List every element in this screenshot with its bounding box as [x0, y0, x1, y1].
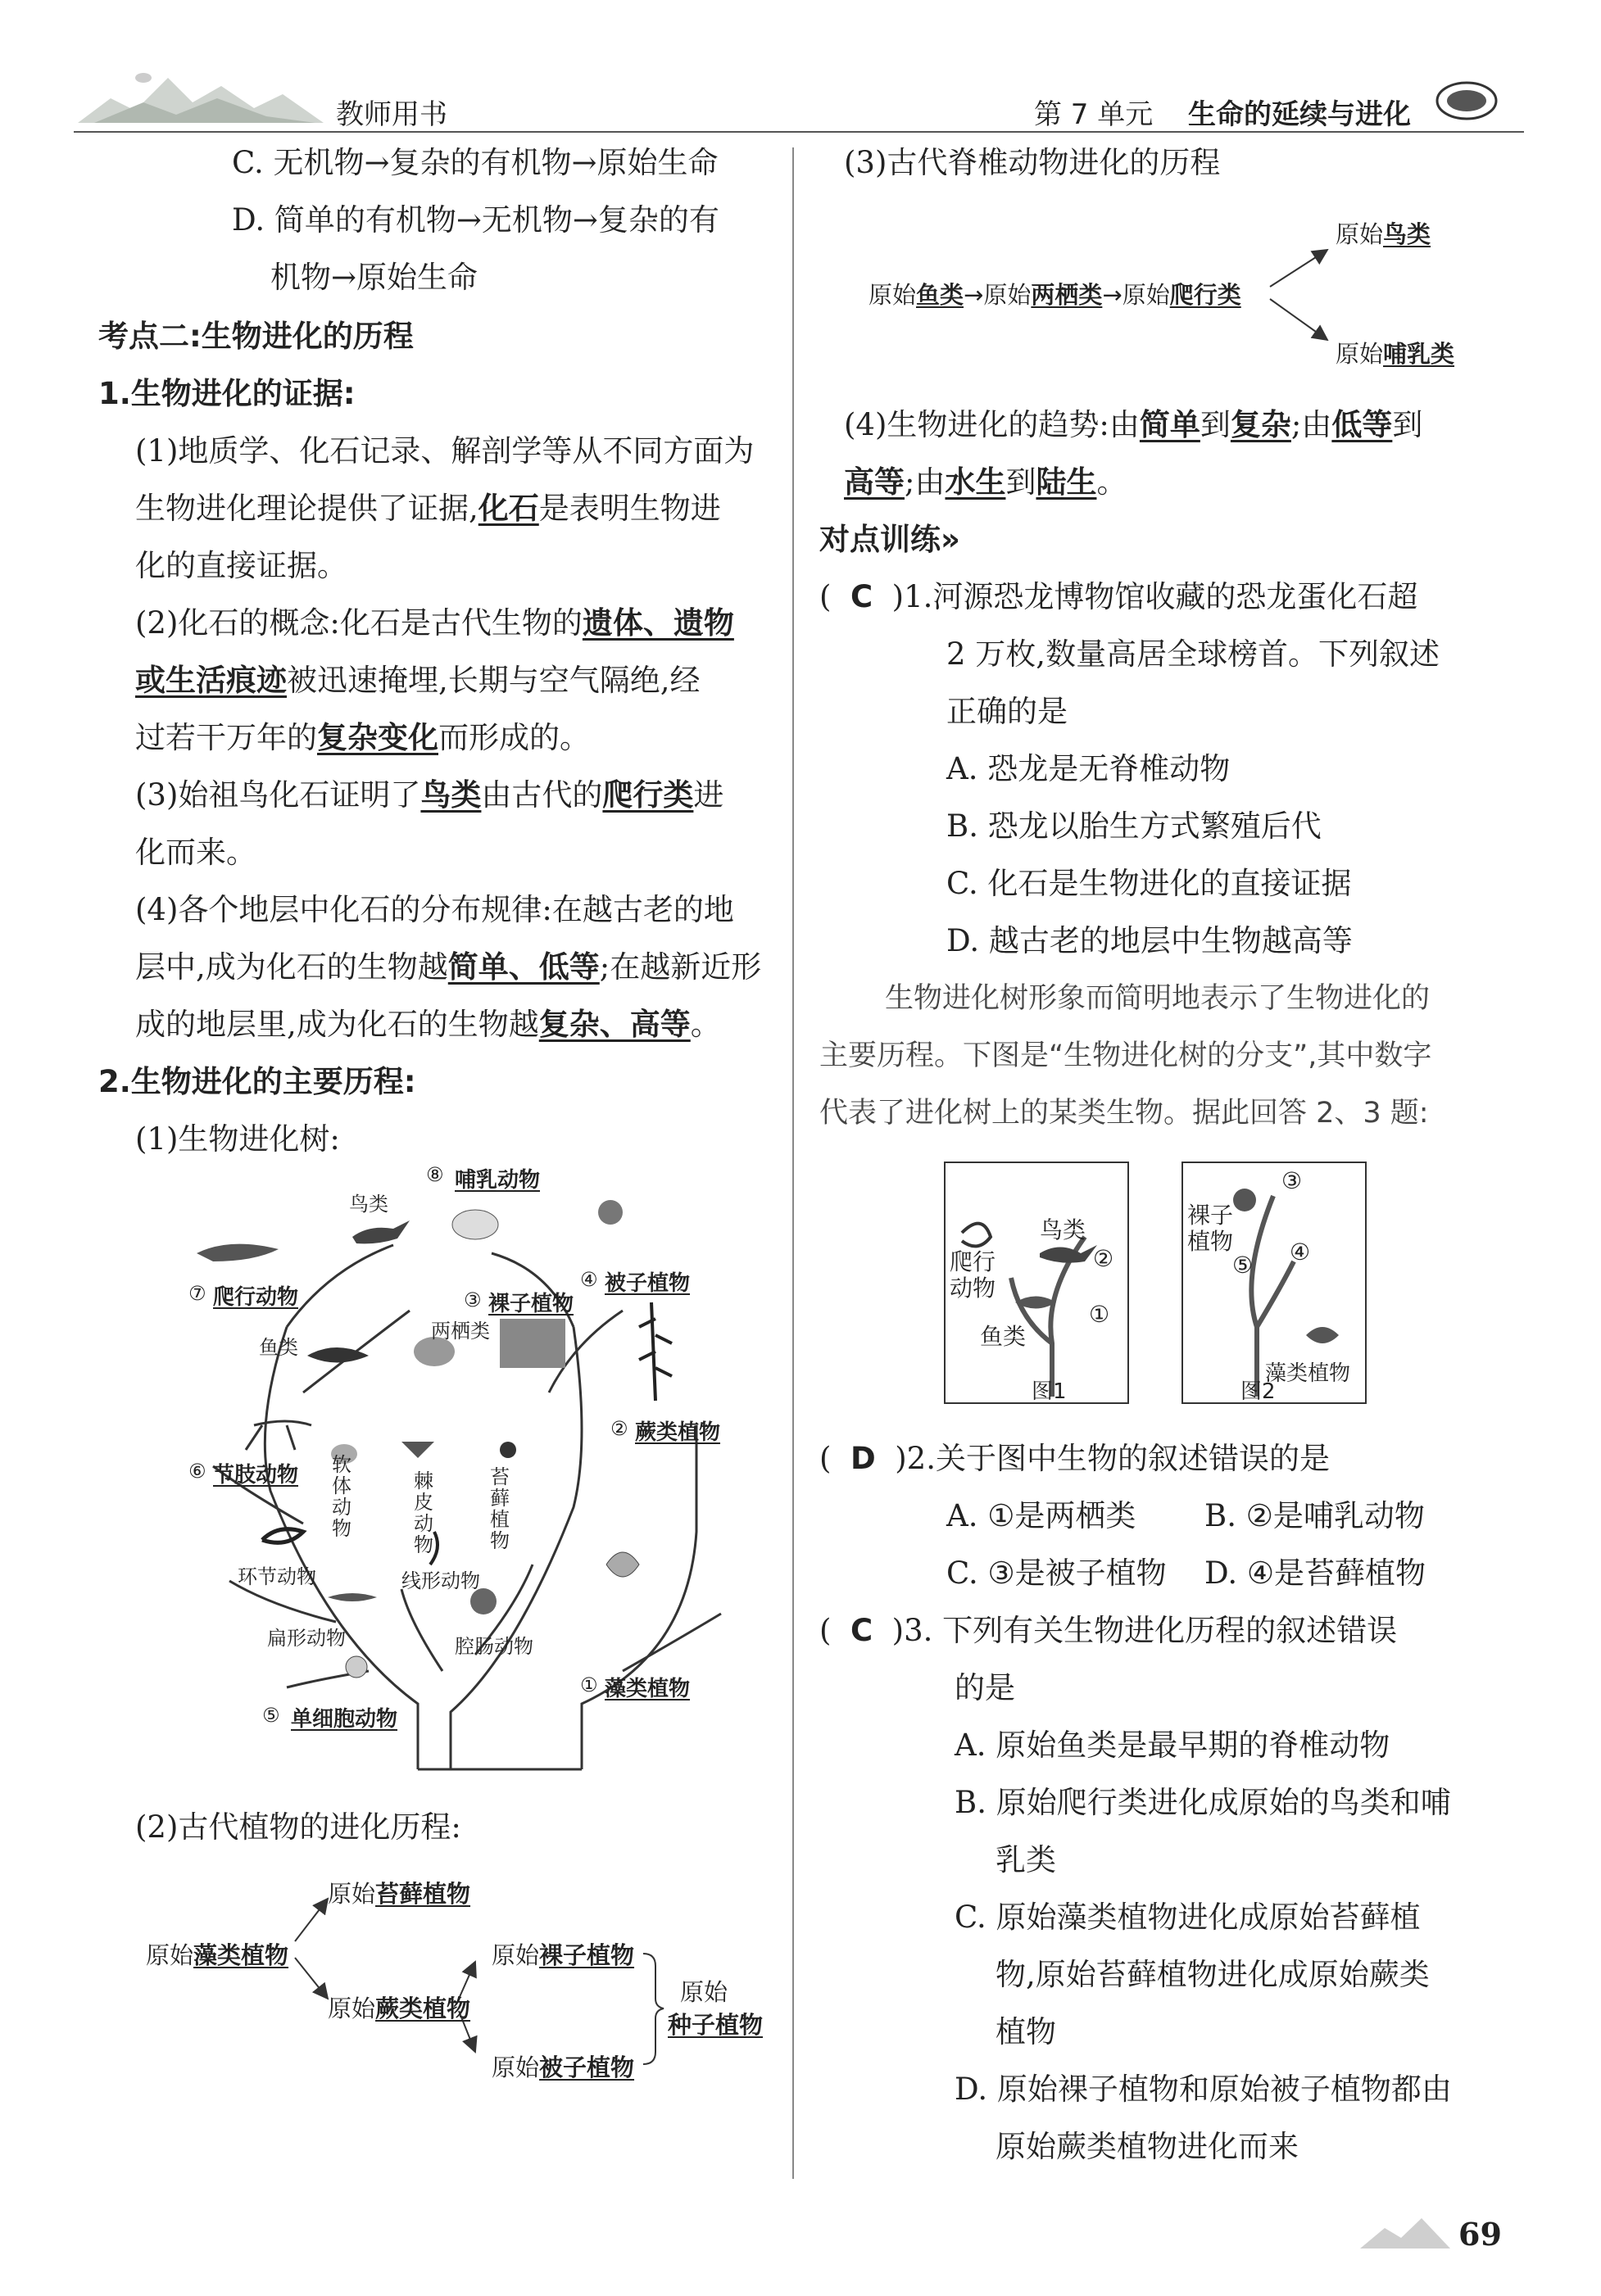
option-c: C. 无机物→复杂的有机物→原始生命	[232, 145, 719, 180]
tree-caption: (1)生物进化树:	[135, 1121, 340, 1157]
flow-gymno: 原始裸子植物	[492, 1941, 635, 1969]
p4-line1: (4)各个地层中化石的分布规律:在越古老的地	[135, 892, 734, 927]
intro-line2: 主要历程。下图是“生物进化树的分支”,其中数字	[819, 1039, 1432, 1072]
gymnosperm-photo	[500, 1319, 565, 1368]
flow-fern: 原始蕨类植物	[328, 1995, 471, 2022]
fig1-fish: 鱼类	[980, 1323, 1027, 1350]
lizard-icon	[197, 1244, 279, 1261]
plant-caption: (2)古代植物的进化历程:	[135, 1809, 461, 1845]
q1-option-b: B. 恐龙以胎生方式繁殖后代	[946, 808, 1322, 844]
worm-icon	[262, 1529, 303, 1543]
book-label: 教师用书	[336, 98, 447, 131]
p2-line2: 或生活痕迹被迅速掩埋,长期与空气隔绝,经	[135, 663, 701, 698]
plant-flow-diagram	[139, 1868, 778, 2081]
flatworm-icon	[328, 1593, 377, 1601]
label-gymno: 裸子植物	[488, 1292, 574, 1316]
label-nematode: 线形动物	[401, 1569, 480, 1592]
column-divider	[792, 147, 794, 2179]
num-arthropod: ⑥	[188, 1460, 206, 1483]
fig1-reptile: 爬行 动物	[950, 1248, 996, 1302]
section1-title: 1.生物进化的证据:	[98, 376, 356, 411]
flow-algae: 原始藻类植物	[146, 1941, 289, 1969]
trend-line1: (4)生物进化的趋势:由简单到复杂;由低等到	[844, 407, 1423, 442]
vertebrate-chain: 原始鱼类→原始两栖类→原始爬行类	[869, 281, 1241, 309]
label-fern: 蕨类植物	[635, 1420, 721, 1445]
p1-line1: (1)地质学、化石记录、解剖学等从不同方面为	[135, 433, 755, 469]
fig1-num2: ②	[1093, 1245, 1114, 1272]
p3-line1: (3)始祖鸟化石证明了鸟类由古代的爬行类进	[135, 777, 724, 813]
p1-line3: 化的直接证据。	[135, 548, 347, 583]
q2-line1: ( D )2.关于图中生物的叙述错误的是	[819, 1441, 1330, 1476]
figure-1	[944, 1162, 1129, 1404]
flow-seed: 种子植物	[668, 2011, 764, 2039]
q2-answer: D	[850, 1441, 876, 1476]
page-number: 69	[1458, 2216, 1502, 2253]
mountain-decoration	[78, 57, 324, 127]
fig2-num4: ④	[1290, 1239, 1311, 1266]
trend-line2: 高等;由水生到陆生。	[844, 464, 1127, 500]
q2-option-a: A. ①是两栖类	[946, 1498, 1136, 1533]
vertebrate-caption: (3)古代脊椎动物进化的历程	[844, 145, 1221, 180]
p2-line3: 过若干万年的复杂变化而形成的。	[135, 720, 590, 755]
label-flatworm: 扁形动物	[267, 1627, 346, 1650]
q1-line2: 2 万枚,数量高居全球榜首。下列叙述	[946, 636, 1440, 672]
q3-option-c-2: 物,原始苔藓植物进化成原始蕨类	[996, 1957, 1430, 1992]
label-angio: 被子植物	[605, 1271, 691, 1296]
p3-line2: 化而来。	[135, 835, 256, 870]
p2-line1: (2)化石的概念:化石是古代生物的遗体、遗物	[135, 605, 734, 641]
label-protist: 单细胞动物	[291, 1707, 398, 1732]
chain-mammal: 原始哺乳类	[1336, 340, 1455, 368]
flow-moss: 原始苔藓植物	[328, 1880, 471, 1908]
blank-complex: 复杂、高等	[538, 1007, 691, 1042]
fig2-algae: 藻类植物	[1265, 1361, 1351, 1386]
num-gymno: ③	[464, 1288, 482, 1311]
blank-change: 复杂变化	[317, 720, 438, 755]
q3-answer: C	[850, 1613, 873, 1648]
footer-mountain-decoration	[1360, 2212, 1450, 2253]
option-d-line1: D. 简单的有机物→无机物→复杂的有	[232, 202, 719, 238]
p4-line2: 层中,成为化石的生物越简单、低等;在越新近形	[135, 949, 762, 985]
p1-line2: 生物进化理论提供了证据,化石是表明生物进	[135, 491, 721, 526]
fig1-num1: ①	[1089, 1301, 1110, 1328]
unit-label: 第 7 单元	[1034, 98, 1154, 131]
label-fish: 鱼类	[259, 1336, 298, 1359]
q1-option-d: D. 越古老的地层中生物越高等	[946, 923, 1353, 958]
option-d-line2: 机物→原始生命	[270, 260, 478, 295]
algae-icon	[1306, 1327, 1339, 1343]
fig1-caption: 图1	[1032, 1379, 1067, 1404]
num-protist: ⑤	[262, 1704, 280, 1727]
blank-reptiles: 爬行类	[602, 777, 694, 813]
num-angio: ④	[580, 1268, 598, 1291]
label-amphibian: 两栖类	[431, 1320, 490, 1343]
blank-fossil: 化石	[478, 491, 539, 526]
rabbit-icon	[452, 1210, 498, 1239]
logo-icon	[1434, 78, 1499, 123]
label-bird: 鸟类	[349, 1193, 388, 1216]
blank-traces: 或生活痕迹	[135, 663, 287, 698]
unit-title: 生命的延续与进化	[1188, 98, 1411, 131]
starfish-icon	[401, 1425, 434, 1458]
label-annelid: 环节动物	[238, 1565, 316, 1588]
chain-bird: 原始鸟类	[1336, 220, 1431, 248]
q1-option-a: A. 恐龙是无脊椎动物	[946, 751, 1231, 786]
fig1-bird: 鸟类	[1040, 1216, 1086, 1243]
label-cnidarian: 腔肠动物	[455, 1635, 533, 1658]
bird-icon	[1040, 1245, 1097, 1263]
training-heading: 对点训练»	[819, 522, 960, 557]
page-header	[0, 0, 1601, 143]
q3-option-b-2: 乳类	[996, 1842, 1056, 1877]
fig2-gymno: 裸子 植物	[1187, 1202, 1234, 1255]
blank-birds: 鸟类	[420, 777, 482, 813]
label-arthropod: 节肢动物	[213, 1463, 299, 1488]
q3-line1: ( C )3. 下列有关生物进化历程的叙述错误	[819, 1613, 1398, 1648]
fig2-num5: ⑤	[1232, 1252, 1254, 1279]
intro-line1: 生物进化树形象而简明地表示了生物进化的	[885, 982, 1431, 1015]
label-moss: 苔藓植物	[490, 1465, 510, 1552]
fig2-num3: ③	[1281, 1167, 1303, 1194]
insect-icon	[246, 1421, 311, 1450]
q3-option-c-1: C. 原始藻类植物进化成原始苔藓植	[955, 1900, 1421, 1935]
double-chevron-icon: »	[941, 522, 960, 557]
evolution-tree-figure	[164, 1163, 770, 1786]
q3-option-d-1: D. 原始裸子植物和原始被子植物都由	[955, 2072, 1452, 2107]
q3-option-d-2: 原始蕨类植物进化而来	[996, 2129, 1299, 2164]
flow-angio: 原始被子植物	[492, 2054, 635, 2081]
p4-line3: 成的地层里,成为化石的生物越复杂、高等。	[135, 1007, 721, 1042]
snake-icon	[962, 1224, 991, 1247]
label-reptile: 爬行动物	[213, 1285, 299, 1310]
q3-option-c-3: 植物	[996, 2014, 1056, 2049]
algae-icon	[606, 1552, 639, 1577]
label-echinoderm: 棘皮动物	[414, 1470, 433, 1556]
cell-icon	[346, 1656, 367, 1678]
label-algae: 藻类植物	[605, 1677, 691, 1701]
flow-seed-pre: 原始	[680, 1978, 728, 2006]
moss-icon	[500, 1442, 516, 1458]
label-mammal: 哺乳动物	[455, 1168, 541, 1193]
q3-option-b-1: B. 原始爬行类进化成原始的鸟类和哺	[955, 1785, 1451, 1820]
gymnosperm-icon	[1233, 1189, 1256, 1211]
fern-icon	[639, 1302, 672, 1401]
q1-line3: 正确的是	[946, 694, 1068, 729]
vertebrate-flow-diagram	[869, 205, 1549, 377]
q1-line1: ( C )1.河源恐龙博物馆收藏的恐龙蛋化石超	[819, 579, 1418, 614]
q2-option-c: C. ③是被子植物	[946, 1556, 1167, 1591]
blank-simple: 简单、低等	[447, 949, 600, 985]
q3-line2: 的是	[955, 1670, 1015, 1705]
blank-remains: 遗体、遗物	[582, 605, 734, 641]
num-mammal: ⑧	[426, 1163, 444, 1186]
kaodian-heading: 考点二:生物进化的历程	[98, 319, 414, 354]
fig2-caption: 图2	[1240, 1379, 1276, 1404]
q1-answer: C	[850, 579, 873, 614]
q2-option-d: D. ④是苔藓植物	[1204, 1556, 1426, 1591]
label-mollusc: 软体动物	[332, 1453, 351, 1540]
section2-title: 2.生物进化的主要历程:	[98, 1064, 416, 1099]
q2-option-b: B. ②是哺乳动物	[1204, 1498, 1425, 1533]
flower-icon	[598, 1200, 623, 1225]
header-rule	[74, 131, 1524, 133]
figure-2	[1181, 1162, 1367, 1404]
q1-option-c: C. 化石是生物进化的直接证据	[946, 866, 1352, 901]
q3-option-a: A. 原始鱼类是最早期的脊椎动物	[955, 1728, 1390, 1763]
num-reptile: ⑦	[188, 1282, 206, 1305]
num-fern: ②	[610, 1417, 628, 1440]
bird-icon	[352, 1220, 410, 1243]
intro-line3: 代表了进化树上的某类生物。据此回答 2、3 题:	[819, 1097, 1429, 1130]
num-algae: ①	[580, 1673, 598, 1696]
